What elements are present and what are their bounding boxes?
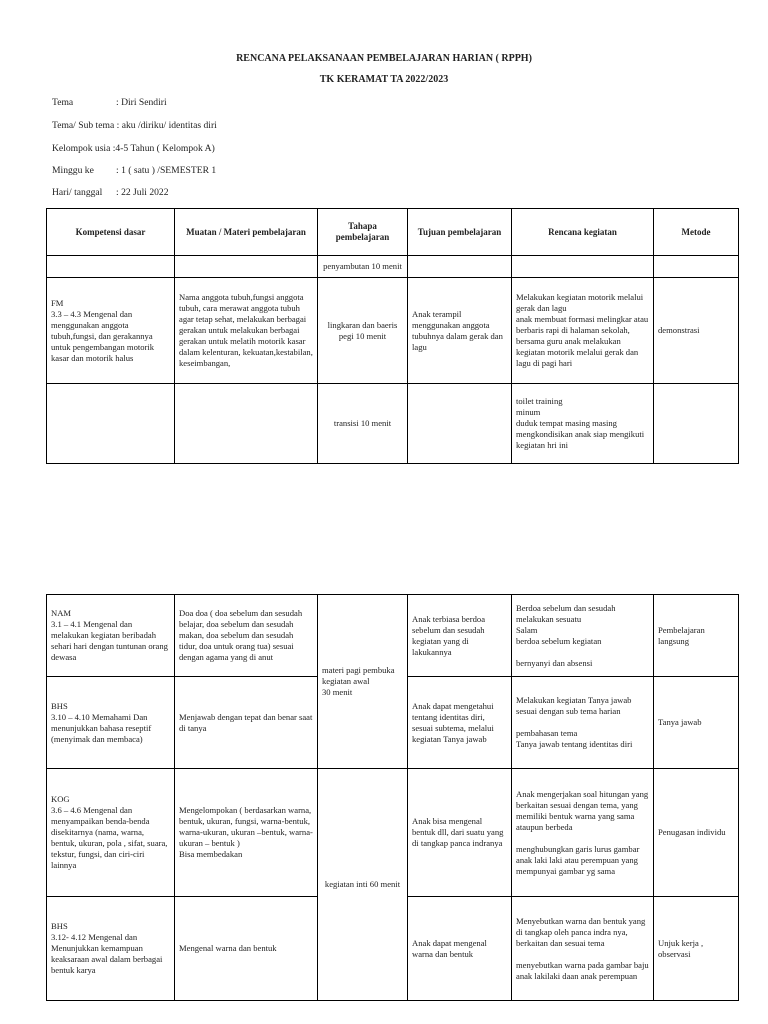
header-tahapan: Tahapa pembelajaran — [318, 209, 408, 256]
document-title: RENCANA PELAKSANAAN PEMBELAJARAN HARIAN ( RPPH) — [236, 53, 532, 64]
rencana-cell: Melakukan kegiatan Tanya jawab sesuai dengan sub tema harian pembahasan tema Tanya jawab tentang identitas diri — [512, 677, 654, 769]
table-row — [47, 769, 739, 897]
metode-cell: Penugasan individu — [654, 769, 739, 897]
metode-cell: demonstrasi — [654, 278, 739, 384]
tahap-cell: kegiatan inti 60 menit — [318, 769, 408, 1001]
muatan-cell: Doa doa ( doa sebelum dan sesudah belajar, doa sebelum dan sesudah makan, doa sebelum dan sesudah tidur, doa untuk orang tua) sesuai dengan agama yang di anut — [175, 595, 318, 677]
tujuan-cell: Anak terbiasa berdoa sebelum dan sesudah kegiatan yang di lakukannya — [408, 595, 512, 677]
header-kompetensi: Kompetensi dasar — [47, 209, 175, 256]
muatan-cell: Nama anggota tubuh,fungsi anggota tubuh, cara merawat anggota tubuh agar tetap sehat, melakukan berbagai gerakan untuk melakukan berbagai gerakan untuk melatih motorik kasar dalam kelenturan, kekuatan,kestabilan, keseimbangan, — [175, 278, 318, 384]
info-hari-tanggal: Hari/ tanggal : 22 Juli 2022 — [52, 187, 169, 198]
table-row — [47, 256, 739, 278]
rpph-table-2 — [46, 594, 739, 1001]
kd-cell: FM 3.3 – 4.3 Mengenal dan menggunakan anggota tubuh,fungsi, dan gerakannya untuk pengembangan motorik kasar dan motorik halus — [47, 278, 175, 384]
rencana-cell: Berdoa sebelum dan sesudah melakukan sesuatu Salam berdoa sebelum kegiatan bernyanyi dan absensi — [512, 595, 654, 677]
rencana-cell: Melakukan kegiatan motorik melalui gerak dan lagu anak membuat formasi melingkar atau berbaris rapi di halaman sekolah, bersama guru anak melakukan kegiatan motorik melalui gerak dan lagu di pagi hari — [512, 278, 654, 384]
header-tujuan: Tujuan pembelajaran — [408, 209, 512, 256]
table-row — [47, 595, 739, 677]
muatan-cell: Mengenal warna dan bentuk — [175, 897, 318, 1001]
tahap-cell: transisi 10 menit — [318, 384, 408, 464]
tujuan-cell: Anak bisa mengenal bentuk dll, dari suatu yang di tangkap panca indranya — [408, 769, 512, 897]
table-row — [47, 384, 739, 464]
rencana-cell: Menyebutkan warna dan bentuk yang di tangkap oleh panca indra nya, berkaitan dan sesuai tema menyebutkan warna pada gambar baju anak lakilaki daan anak perempuan — [512, 897, 654, 1001]
muatan-cell: Menjawab dengan tepat dan benar saat di tanya — [175, 677, 318, 769]
tujuan-cell: Anak dapat mengetahui tentang identitas diri, sesuai subtema, melalui kegiatan Tanya jawab — [408, 677, 512, 769]
kd-cell: BHS 3.10 – 4.10 Memahami Dan menunjukkan bahasa reseptif (menyimak dan membaca) — [47, 677, 175, 769]
muatan-cell: Mengelompokan ( berdasarkan warna, bentuk, ukuran, fungsi, warna-bentuk, warna-ukuran, ukuran –bentuk, warna-ukuran – bentuk ) Bisa membedakan — [175, 769, 318, 897]
rencana-cell: Anak mengerjakan soal hitungan yang berkaitan sesuai dengan tema, yang memiliki bentuk warna yang sama ataupun berbeda menghubungkan garis lurus gambar anak laki laki atau perempuan yang mempunyai gambar yg sama — [512, 769, 654, 897]
tujuan-cell: Anak dapat mengenal warna dan bentuk — [408, 897, 512, 1001]
rpph-table-1 — [46, 208, 739, 464]
rencana-cell: toilet training minum duduk tempat masing masing mengkondisikan anak siap mengikuti kegiatan hri ini — [512, 384, 654, 464]
info-kelompok-usia: Kelompok usia :4-5 Tahun ( Kelompok A) — [52, 143, 215, 154]
metode-cell: Tanya jawab — [654, 677, 739, 769]
info-minggu: Minggu ke : 1 ( satu ) /SEMESTER 1 — [52, 165, 217, 176]
table-row — [47, 278, 739, 384]
header-rencana: Rencana kegiatan — [512, 209, 654, 256]
document-subtitle: TK KERAMAT TA 2022/2023 — [319, 74, 449, 85]
info-subtema: Tema/ Sub tema : aku /diriku/ identitas diri — [52, 120, 217, 131]
table-header-row — [47, 209, 739, 256]
tahap-cell: lingkaran dan baeris pegi 10 menit — [318, 278, 408, 384]
tujuan-cell: Anak terampil menggunakan anggota tubuhnya dalam gerak dan lagu — [408, 278, 512, 384]
header-muatan: Muatan / Materi pembelajaran — [175, 209, 318, 256]
metode-cell: Pembelajaran langsung — [654, 595, 739, 677]
header-metode: Metode — [654, 209, 739, 256]
info-tema: Tema : Diri Sendiri — [52, 97, 167, 108]
tahap-cell: penyambutan 10 menit — [318, 256, 408, 278]
kd-cell: KOG 3.6 – 4.6 Mengenal dan menyampaikan benda-benda disekitarnya (nama, warna, bentuk, ukuran, pola , sifat, suara, tekstur, fungsi, dan ciri-ciri lainnya — [47, 769, 175, 897]
tahap-cell: materi pagi pembuka kegiatan awal 30 menit — [318, 595, 408, 769]
metode-cell: Unjuk kerja , observasi — [654, 897, 739, 1001]
kd-cell: BHS 3.12- 4.12 Mengenal dan Menunjukkan kemampuan keaksaraan awal dalam berbagai bentuk karya — [47, 897, 175, 1001]
kd-cell: NAM 3.1 – 4.1 Mengenal dan melakukan kegiatan beribadah sehari hari dengan tuntunan orang dewasa — [47, 595, 175, 677]
